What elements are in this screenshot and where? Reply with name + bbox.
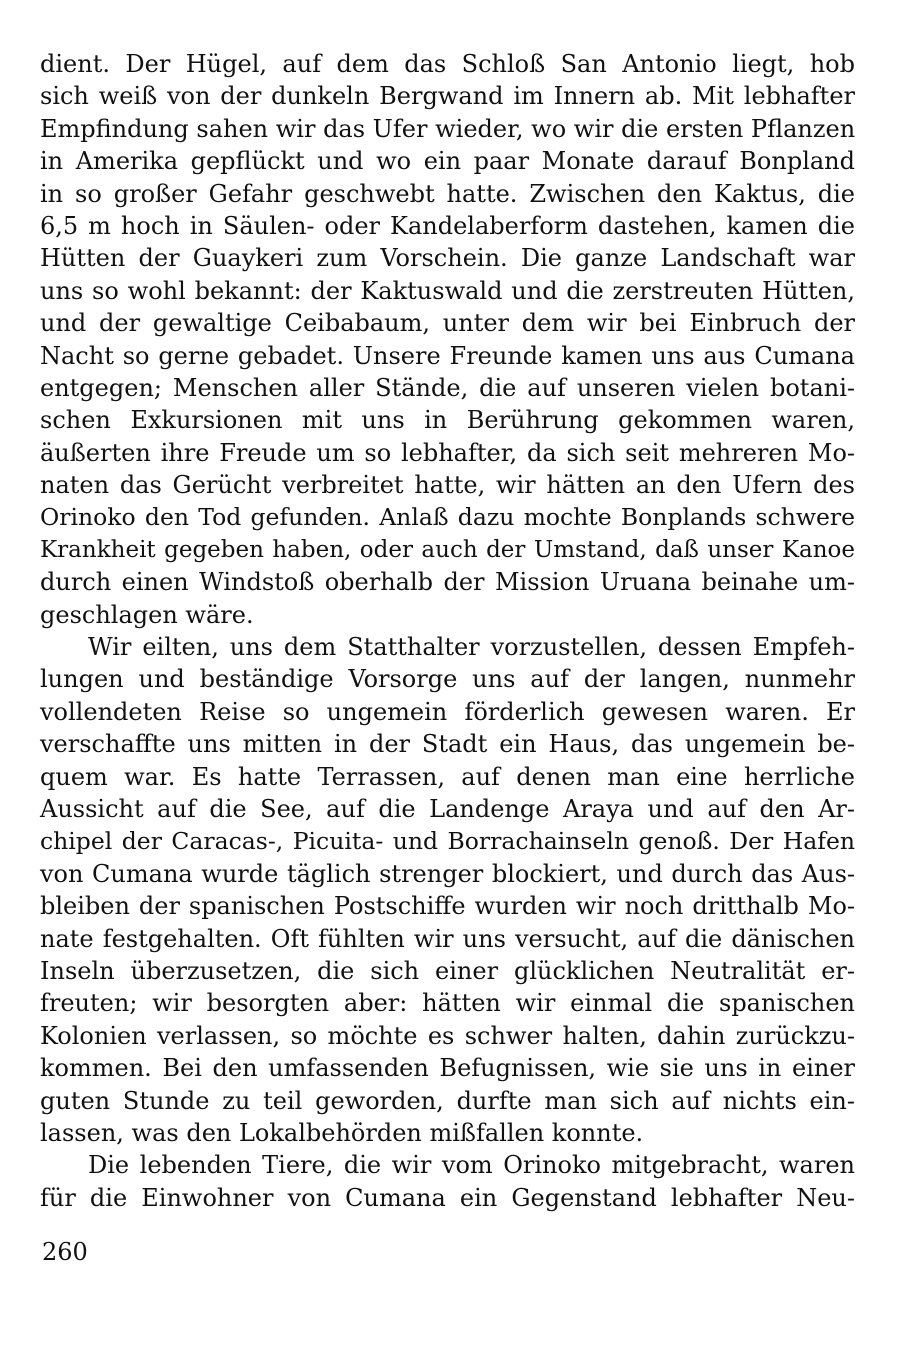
text-line: Krankheit gegeben haben, oder auch der Umstand, daß unser Kanoe xyxy=(40,536,855,563)
text-line: 6,5 m hoch in Säulen- oder Kandelaberform dastehen, kamen die xyxy=(40,211,855,240)
text-line: Die lebenden Tiere, die wir vom Orinoko mitgebracht, waren xyxy=(88,1151,855,1180)
text-line: entgegen; Menschen aller Stände, die auf unseren vielen botani- xyxy=(40,373,855,402)
text-line: Aussicht auf die See, auf die Landenge Araya und auf den Ar- xyxy=(40,794,855,823)
text-line: uns so wohl bekannt: der Kaktuswald und die zerstreuten Hütten, xyxy=(40,276,855,305)
text-line: und der gewaltige Ceibabaum, unter dem wir bei Einbruch der xyxy=(40,309,855,338)
text-line: lassen, was den Lokalbehörden mißfallen konnte. xyxy=(40,1118,644,1147)
paragraph-1 xyxy=(40,48,855,631)
text-line: äußerten ihre Freude um so lebhafter, da sich seit mehreren Mo- xyxy=(40,438,855,467)
text-line: naten das Gerücht verbreitet hatte, wir hätten an den Ufern des xyxy=(40,471,855,500)
text-line: in so großer Gefahr geschwebt hatte. Zwischen den Kaktus, die xyxy=(40,179,855,208)
text-line: quem war. Es hatte Terrassen, auf denen man eine herrliche xyxy=(40,762,855,791)
text-line: kommen. Bei den umfassenden Befugnissen, wie sie uns in einer xyxy=(40,1054,855,1083)
text-line: für die Einwohner von Cumana ein Gegenstand lebhafter Neu- xyxy=(40,1183,855,1212)
text-line: durch einen Windstoß oberhalb der Mission Uruana beinahe um- xyxy=(40,568,855,597)
paragraph-2 xyxy=(40,631,855,1149)
text-line: Nacht so gerne gebadet. Unsere Freunde kamen uns aus Cumana xyxy=(40,341,855,370)
text-line: freuten; wir besorgten aber: hätten wir einmal die spanischen xyxy=(40,989,855,1018)
text-line: dient. Der Hügel, auf dem das Schloß San Antonio liegt, hob xyxy=(40,50,855,78)
text-line: bleiben der spanischen Postschiffe wurden wir noch dritthalb Mo- xyxy=(40,892,855,921)
text-line: geschlagen wäre. xyxy=(40,600,254,629)
text-line: von Cumana wurde täglich strenger blockiert, und durch das Aus- xyxy=(40,859,855,888)
paragraph-3 xyxy=(40,1149,855,1214)
text-line: Hütten der Guaykeri zum Vorschein. Die ganze Landschaft war xyxy=(40,244,855,273)
text-line: schen Exkursionen mit uns in Berührung gekommen waren, xyxy=(40,406,855,435)
text-line: sich weiß von der dunkeln Bergwand im Innern ab. Mit lebhafter xyxy=(40,82,855,111)
text-line: Inseln überzusetzen, die sich einer glücklichen Neutralität er- xyxy=(40,956,855,985)
text-line: lungen und beständige Vorsorge uns auf der langen, nunmehr xyxy=(40,665,855,694)
text-line: Orinoko den Tod gefunden. Anlaß dazu mochte Bonplands schwere xyxy=(40,503,855,532)
text-line: guten Stunde zu teil geworden, durfte man sich auf nichts ein- xyxy=(40,1086,855,1115)
text-line: Kolonien verlassen, so möchte es schwer halten, dahin zurückzu- xyxy=(40,1021,855,1050)
text-line: nate festgehalten. Oft fühlten wir uns versucht, auf die dänischen xyxy=(40,924,855,953)
text-line: Wir eilten, uns dem Statthalter vorzustellen, dessen Empfeh- xyxy=(88,633,855,662)
page-text xyxy=(40,48,855,1214)
text-line: verschaffte uns mitten in der Stadt ein Haus, das ungemein be- xyxy=(40,730,855,759)
text-line: in Amerika gepflückt und wo ein paar Monate darauf Bonpland xyxy=(40,147,855,176)
text-line: Empfindung sahen wir das Ufer wieder, wo wir die ersten Pflanzen xyxy=(40,114,856,143)
text-line: vollendeten Reise so ungemein förderlich gewesen waren. Er xyxy=(40,697,855,726)
page-number: 260 xyxy=(42,1238,88,1266)
text-line: chipel der Caracas-, Picuita- und Borrachainseln genoß. Der Hafen xyxy=(40,827,855,856)
